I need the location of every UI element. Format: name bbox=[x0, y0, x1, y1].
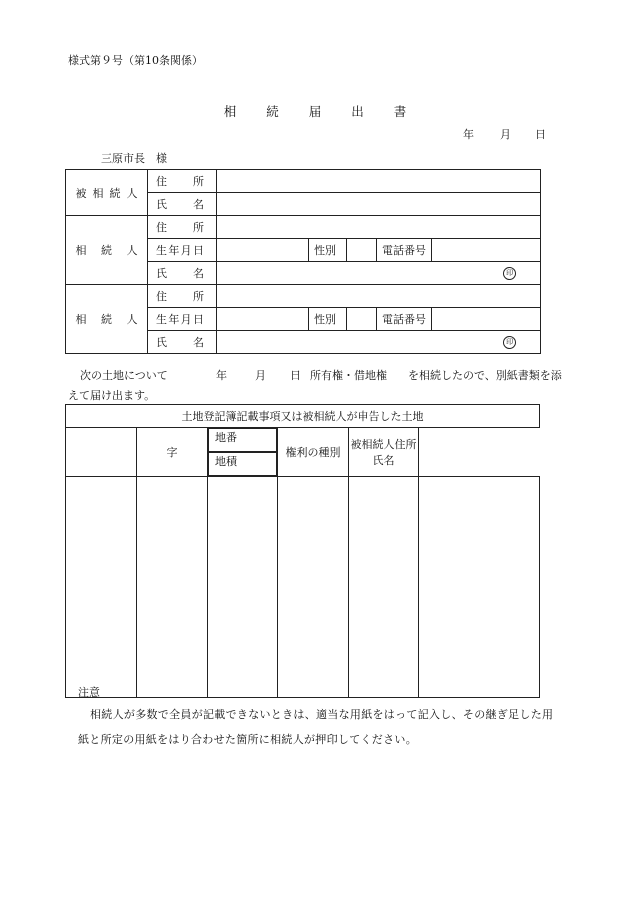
land-table bbox=[65, 404, 540, 698]
heir-1-sex-field[interactable] bbox=[347, 239, 377, 262]
statement-rights: 所有権・借地権 bbox=[310, 369, 387, 382]
heir-1-name-label: 氏名 bbox=[148, 262, 217, 285]
land-cell[interactable] bbox=[208, 477, 278, 698]
heir-1-phone-field[interactable] bbox=[432, 239, 541, 262]
form-number: 様式第９号（第10条関係） bbox=[68, 54, 203, 67]
heir-1-birthdate-label: 生年月日 bbox=[148, 239, 217, 262]
heir-2-phone-field[interactable] bbox=[432, 308, 541, 331]
seal-mark: 印 bbox=[503, 267, 516, 280]
statement-line-2: えて届け出ます。 bbox=[68, 389, 156, 402]
heir-1-group-label: 相続人 bbox=[66, 216, 148, 285]
heir-2-address-field[interactable] bbox=[217, 285, 541, 308]
notes-line-1: 相続人が多数で全員が記載できないときは、適当な用紙をはって記入し、その継ぎ足した用 bbox=[90, 708, 554, 721]
applicant-table bbox=[65, 169, 541, 354]
heir-2-group-label: 相続人 bbox=[66, 285, 148, 354]
land-cell[interactable] bbox=[349, 477, 419, 698]
land-cell[interactable] bbox=[278, 477, 349, 698]
notes-heading: 注意 bbox=[78, 686, 100, 699]
document-title: 相続届出書 bbox=[223, 104, 437, 119]
heir-2-birthdate-label: 生年月日 bbox=[148, 308, 217, 331]
decedent-name-label: 氏名 bbox=[148, 193, 217, 216]
heir-2-sex-field[interactable] bbox=[347, 308, 377, 331]
statement-month: 月 bbox=[255, 369, 266, 382]
heir-2-sex-label: 性別 bbox=[309, 308, 347, 331]
decedent-group-label: 被相続人 bbox=[66, 170, 148, 216]
land-col-blank bbox=[66, 428, 137, 477]
land-col-area: 地積 bbox=[208, 452, 277, 476]
land-col-decedent-address-name: 被相続人住所氏名 bbox=[349, 428, 419, 477]
statement-prefix: 次の土地について bbox=[80, 369, 168, 382]
seal-mark: 印 bbox=[503, 336, 516, 349]
addressee: 三原市長 様 bbox=[101, 152, 167, 165]
heir-2-phone-label: 電話番号 bbox=[377, 308, 432, 331]
land-col-right-type: 権利の種別 bbox=[278, 428, 349, 477]
statement-suffix: を相続したので、別紙書類を添 bbox=[408, 369, 562, 382]
decedent-address-field[interactable] bbox=[217, 170, 541, 193]
heir-1-phone-label: 電話番号 bbox=[377, 239, 432, 262]
notes-line-2: 紙と所定の用紙をはり合わせた箇所に相続人が押印してください。 bbox=[78, 733, 417, 746]
land-col-aza: 字 bbox=[137, 428, 208, 477]
heir-1-address-field[interactable] bbox=[217, 216, 541, 239]
land-cell[interactable] bbox=[137, 477, 208, 698]
statement-year: 年 bbox=[216, 369, 227, 382]
land-table-caption: 土地登記簿記載事項又は被相続人が申告した土地 bbox=[66, 405, 540, 428]
land-cell[interactable] bbox=[66, 477, 137, 698]
heir-1-birthdate-field[interactable] bbox=[217, 239, 309, 262]
date-year-label: 年 bbox=[463, 128, 474, 141]
heir-2-address-label: 住所 bbox=[148, 285, 217, 308]
statement-day: 日 bbox=[290, 369, 301, 382]
statement-line-1 bbox=[80, 367, 580, 381]
heir-2-birthdate-field[interactable] bbox=[217, 308, 309, 331]
heir-1-sex-label: 性別 bbox=[309, 239, 347, 262]
date-month-label: 月 bbox=[500, 128, 511, 141]
heir-1-name-field[interactable] bbox=[217, 262, 541, 285]
heir-2-name-label: 氏名 bbox=[148, 331, 217, 354]
heir-1-address-label: 住所 bbox=[148, 216, 217, 239]
heir-2-name-field[interactable] bbox=[217, 331, 541, 354]
land-cell[interactable] bbox=[419, 477, 540, 698]
date-day-label: 日 bbox=[535, 128, 546, 141]
land-col-lot-number: 地番 bbox=[208, 428, 277, 452]
decedent-address-label: 住所 bbox=[148, 170, 217, 193]
decedent-name-field[interactable] bbox=[217, 193, 541, 216]
